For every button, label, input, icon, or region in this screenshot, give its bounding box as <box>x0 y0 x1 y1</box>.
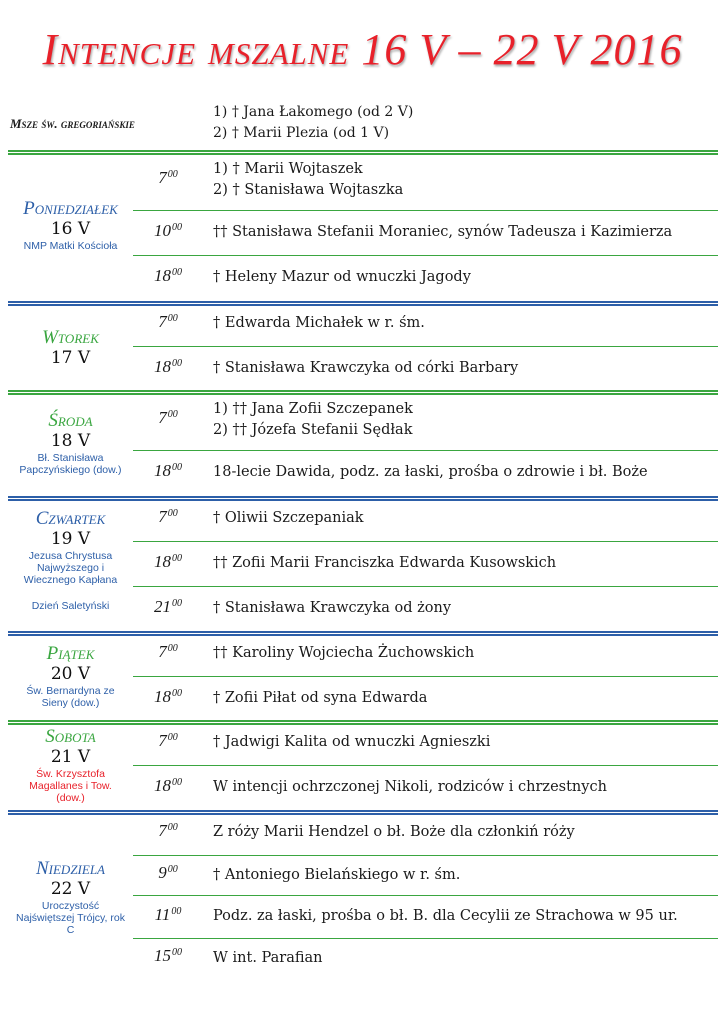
mass-row <box>133 765 718 810</box>
intention-line: † Heleny Mazur od wnuczki Jagody <box>213 269 471 285</box>
mass-minutes: 00 <box>167 864 178 875</box>
mass-minutes: 00 <box>172 598 182 609</box>
day-note: Bł. Stanisława Papczyńskiego (dow.) <box>19 452 122 476</box>
mass-hour: 7 <box>158 312 167 331</box>
mass-hour: 7 <box>158 821 167 840</box>
day-section <box>8 150 718 300</box>
day-info <box>8 643 133 709</box>
mass-intention <box>213 553 556 574</box>
day-section <box>8 720 718 810</box>
day-name: Piątek <box>46 643 95 664</box>
intention-line: W intencji ochrzczonej Nikoli, rodziców i chrzestnych <box>213 779 607 795</box>
row-divider <box>133 938 718 939</box>
row-divider <box>133 765 718 766</box>
mass-row <box>133 631 718 676</box>
mass-hour: 11 <box>154 905 171 924</box>
intention-line: 2) † Stanisława Wojtaszka <box>213 182 404 198</box>
intention-line: †† Stanisława Stefanii Moraniec, synów Tadeusza i Kazimierza <box>213 224 673 240</box>
mass-minutes: 00 <box>167 409 178 420</box>
mass-hour: 21 <box>154 597 171 616</box>
day-info <box>8 410 133 476</box>
mass-intention <box>213 399 413 441</box>
mass-minutes: 00 <box>172 947 182 958</box>
day-note-secondary: Dzień Saletyński <box>31 600 110 612</box>
mass-intention <box>213 358 518 379</box>
mass-hour: 10 <box>154 221 171 240</box>
mass-intention <box>213 462 648 483</box>
day-section <box>8 631 718 721</box>
mass-minutes: 00 <box>167 169 178 180</box>
day-date: 19 V <box>50 529 91 549</box>
gregorian-list <box>213 102 413 144</box>
mass-hour: 18 <box>154 687 171 706</box>
intention-line: † Stanisława Krawczyka od córki Barbary <box>213 360 519 376</box>
day-section <box>8 301 718 391</box>
mass-minutes: 00 <box>171 906 182 917</box>
row-divider <box>133 346 718 347</box>
title-label: Intencje mszalne <box>42 25 350 74</box>
row-divider <box>133 676 718 677</box>
mass-time <box>133 597 203 617</box>
intention-line: Podz. za łaski, prośba o bł. B. dla Cecylii ze Strachowa w 95 ur. <box>213 908 678 924</box>
mass-intention <box>213 313 425 334</box>
row-divider <box>133 210 718 211</box>
mass-minutes: 00 <box>167 508 178 519</box>
gregorian-item: 2) † Marii Plezia (od 1 V) <box>213 125 390 141</box>
mass-row <box>133 390 718 450</box>
mass-minutes: 00 <box>172 267 182 278</box>
intention-line: † Jadwigi Kalita od wnuczki Agnieszki <box>213 734 491 750</box>
day-name: Poniedziałek <box>23 198 118 219</box>
mass-hour: 7 <box>158 408 167 427</box>
mass-intention <box>213 159 403 201</box>
mass-intention <box>213 222 672 243</box>
mass-time <box>133 357 203 377</box>
mass-hour: 9 <box>158 863 167 882</box>
day-note: Jezusa Chrystusa Najwyższego i Wiecznego Kapłana <box>23 550 118 586</box>
intention-line: † Zofii Piłat od syna Edwarda <box>213 690 428 706</box>
mass-intention <box>213 822 575 843</box>
mass-time <box>133 687 203 707</box>
intention-line: †† Karoliny Wojciecha Żuchowskich <box>213 645 475 661</box>
mass-intention <box>213 643 474 664</box>
day-name: Wtorek <box>42 327 99 348</box>
mass-row <box>133 586 718 631</box>
mass-row <box>133 496 718 541</box>
mass-row <box>133 301 718 346</box>
day-note: NMP Matki Kościoła <box>23 240 118 252</box>
mass-hour: 18 <box>154 776 171 795</box>
day-name: Niedziela <box>35 858 105 879</box>
mass-intention <box>213 598 451 619</box>
mass-row <box>133 855 718 895</box>
day-date: 18 V <box>50 431 91 451</box>
mass-time <box>133 507 203 527</box>
mass-minutes: 00 <box>172 358 182 369</box>
mass-row <box>133 676 718 721</box>
mass-intention <box>213 508 364 529</box>
mass-intention <box>213 777 607 798</box>
mass-row <box>133 255 718 300</box>
page-title <box>0 24 725 75</box>
day-note: Św. Bernardyna ze Sieny (dow.) <box>26 685 115 709</box>
mass-minutes: 00 <box>172 462 182 473</box>
intention-line: Z róży Marii Hendzel o bł. Boże dla członkiń róży <box>213 824 575 840</box>
mass-minutes: 00 <box>172 553 182 564</box>
day-section <box>8 810 718 978</box>
mass-hour: 18 <box>154 266 171 285</box>
intention-line: 2) †† Józefa Stefanii Sędłak <box>213 422 413 438</box>
intention-line: W int. Parafian <box>213 950 323 966</box>
day-date: 16 V <box>50 219 91 239</box>
mass-time <box>133 552 203 572</box>
mass-time <box>133 312 203 332</box>
mass-row <box>133 450 718 495</box>
day-note: Św. Krzysztofa Magallanes i Tow. (dow.) <box>29 768 112 804</box>
mass-intention <box>213 688 427 709</box>
mass-time <box>133 905 203 925</box>
mass-intention <box>213 267 471 288</box>
row-divider <box>133 450 718 451</box>
gregorian-label: Msze św. gregoriańskie <box>10 116 135 131</box>
gregorian-masses <box>10 100 710 148</box>
mass-time <box>133 168 203 188</box>
mass-minutes: 00 <box>172 222 182 233</box>
day-info <box>8 198 133 252</box>
intention-line: 18-lecie Dawida, podz. za łaski, prośba o zdrowie i bł. Boże <box>213 464 648 480</box>
mass-hour: 7 <box>158 507 167 526</box>
mass-time <box>133 266 203 286</box>
mass-minutes: 00 <box>167 313 178 324</box>
mass-hour: 7 <box>158 731 167 750</box>
title-dates: 16 V – 22 V 2016 <box>361 25 683 74</box>
mass-time <box>133 408 203 428</box>
day-info <box>8 508 133 612</box>
intention-line: 1) †† Jana Zofii Szczepanek <box>213 401 413 417</box>
intention-line: † Antoniego Bielańskiego w r. śm. <box>213 867 461 883</box>
mass-minutes: 00 <box>167 643 178 654</box>
mass-time <box>133 776 203 796</box>
row-divider <box>133 855 718 856</box>
day-info <box>8 726 133 804</box>
day-date: 21 V <box>50 747 91 767</box>
mass-hour: 7 <box>158 168 167 187</box>
mass-intention <box>213 865 460 886</box>
mass-time <box>133 821 203 841</box>
day-date: 20 V <box>50 664 91 684</box>
day-date: 22 V <box>50 879 91 899</box>
row-divider <box>133 541 718 542</box>
mass-time <box>133 946 203 966</box>
mass-minutes: 00 <box>172 777 182 788</box>
mass-intention <box>213 906 678 927</box>
day-name: Czwartek <box>35 508 106 529</box>
mass-time <box>133 642 203 662</box>
day-section <box>8 496 718 631</box>
mass-hour: 7 <box>158 642 167 661</box>
mass-row <box>133 150 718 210</box>
day-name: Sobota <box>45 726 96 747</box>
mass-hour: 15 <box>154 946 171 965</box>
mass-row <box>133 210 718 255</box>
mass-row <box>133 895 718 938</box>
mass-minutes: 00 <box>172 688 182 699</box>
gregorian-item: 1) † Jana Łakomego (od 2 V) <box>213 104 414 120</box>
day-note: Uroczystość Najświętszej Trójcy, rok C <box>16 900 125 936</box>
mass-time <box>133 863 203 883</box>
row-divider <box>133 895 718 896</box>
mass-hour: 18 <box>154 552 171 571</box>
intention-line: † Edwarda Michałek w r. śm. <box>213 315 425 331</box>
mass-minutes: 00 <box>167 732 178 743</box>
intention-line: † Stanisława Krawczyka od żony <box>213 600 452 616</box>
day-info <box>8 858 133 936</box>
row-divider <box>133 586 718 587</box>
mass-hour: 18 <box>154 461 171 480</box>
row-divider <box>133 255 718 256</box>
mass-minutes: 00 <box>167 822 178 833</box>
mass-row <box>133 720 718 765</box>
mass-time <box>133 461 203 481</box>
mass-row <box>133 541 718 586</box>
day-date: 17 V <box>50 348 91 368</box>
intention-line: † Oliwii Szczepaniak <box>213 510 364 526</box>
intention-line: 1) † Marii Wojtaszek <box>213 161 363 177</box>
mass-row <box>133 810 718 855</box>
mass-time <box>133 731 203 751</box>
day-section <box>8 390 718 495</box>
mass-time <box>133 221 203 241</box>
mass-intention <box>213 948 323 969</box>
mass-hour: 18 <box>154 357 171 376</box>
intention-line: †† Zofii Marii Franciszka Edwarda Kusowskich <box>213 555 557 571</box>
day-name: Środa <box>48 410 93 431</box>
day-info <box>8 327 133 369</box>
mass-row <box>133 938 718 978</box>
mass-intention <box>213 732 490 753</box>
mass-row <box>133 346 718 391</box>
